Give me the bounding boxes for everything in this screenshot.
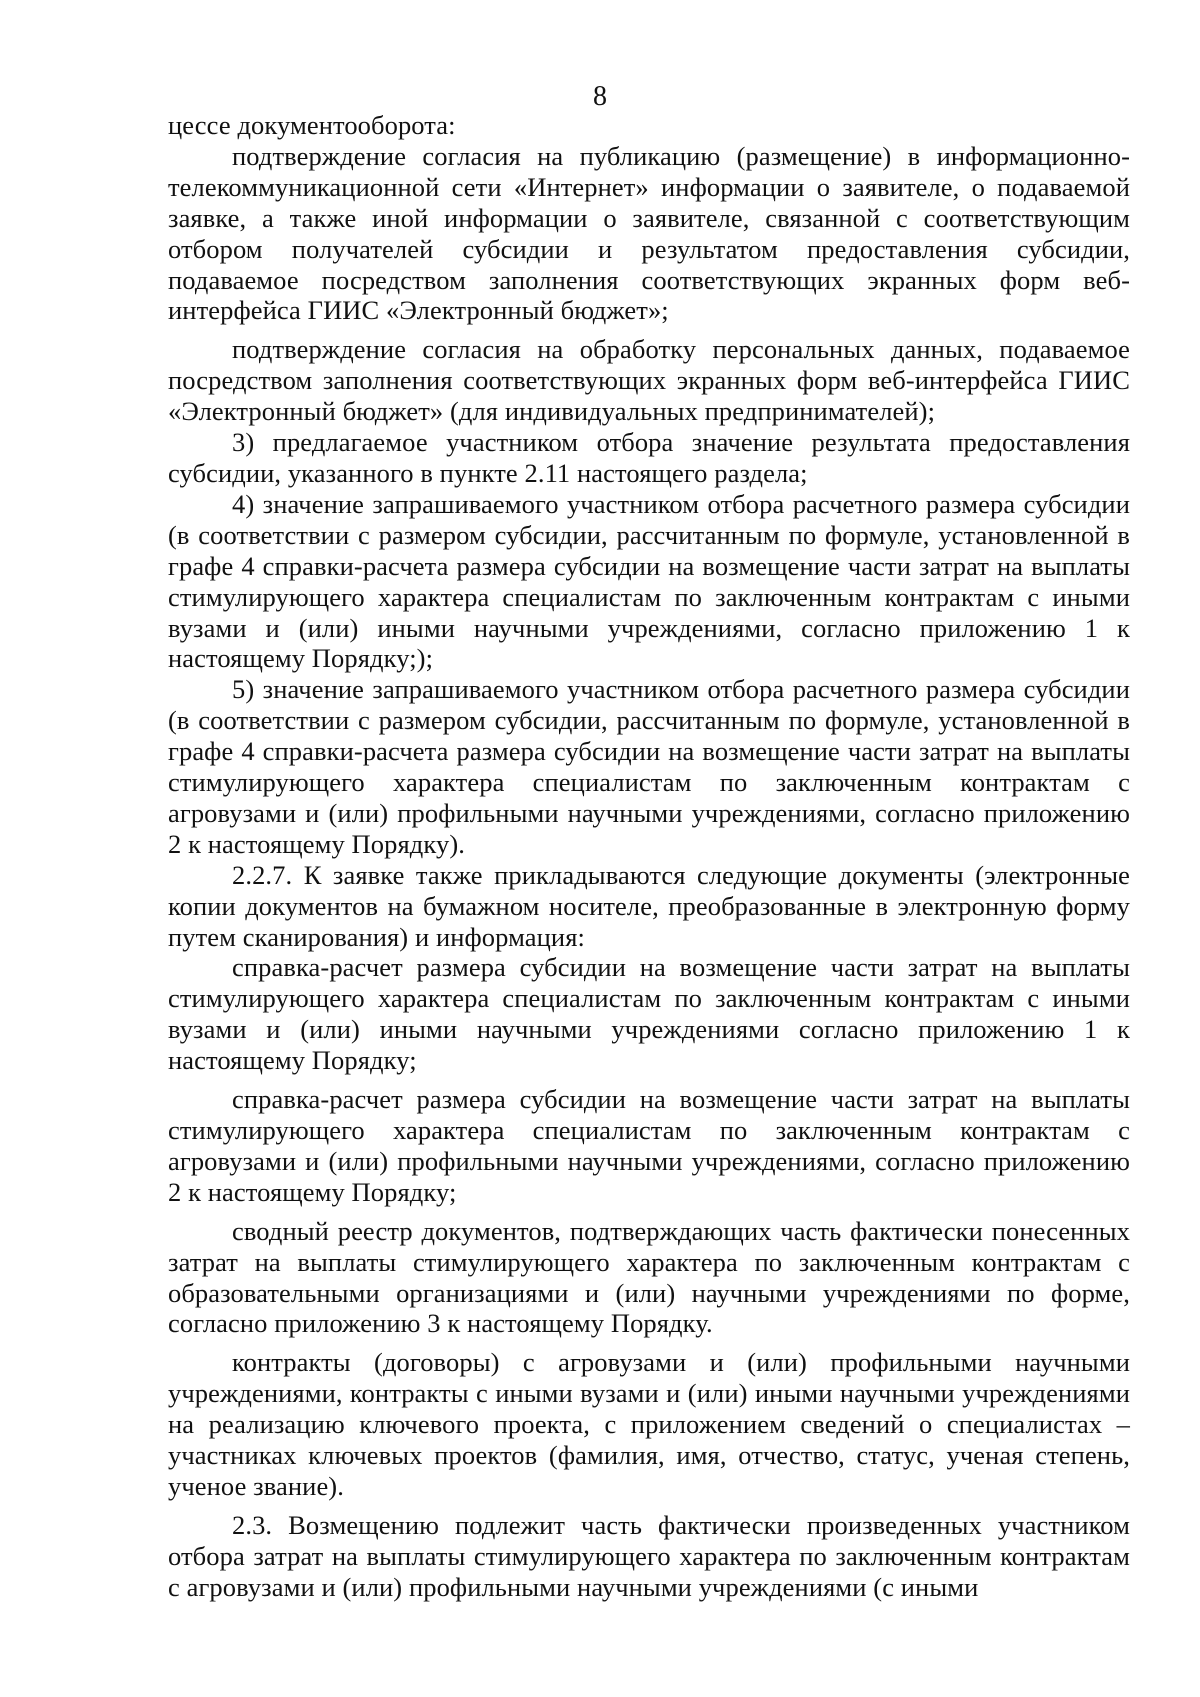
document-body (168, 110, 1130, 1603)
paragraph-item-4: 4) значение запрашиваемого участником отбора расчетного размера субсидии (в соответствии с размером субсидии, рассчитанным по формуле, установленной в графе 4 справки-расчета размера субсидии на возмещение части затрат на выплаты стимулирующего характера специалистам по заключенным контрактам с иными вузами и (или) иными научными учреждениями, согласно приложению 1 к настоящему Порядку;); (168, 488, 1130, 674)
paragraph-item-5: 5) значение запрашиваемого участником отбора расчетного размера субсидии (в соответствии с размером субсидии, рассчитанным по формуле, установленной в графе 4 справки-расчета размера субсидии на возмещение части затрат на выплаты стимулирующего характера специалистам по заключенным контрактам с агровузами и (или) профильными научными учреждениями, согласно приложению 2 к настоящему Порядку). (168, 674, 1130, 859)
paragraph-summary-register: сводный реестр документов, подтверждающих часть фактически понесенных затрат на выплаты стимулирующего характера по заключенным контрактам с образовательными организациями и (или) научными учреждениями по форме, согласно приложению 3 к настоящему Порядку. (168, 1215, 1130, 1339)
paragraph-publication-consent: подтверждение согласия на публикацию (размещение) в информационно-телекоммуникационной сети «Интернет» информации о заявителе, о подаваемой заявке, а также иной информации о заявителе, связанной с соответствующим отбором получателей субсидии и результатом предоставления субсидии, подаваемое посредством заполнения соответствующих экранных форм веб-интерфейса ГИИС «Электронный бюджет»; (168, 140, 1130, 326)
page-number: 8 (593, 81, 607, 112)
paragraph-2-3: 2.3. Возмещению подлежит часть фактически произведенных участником отбора затрат на выплаты стимулирующего характера по заключенным контрактам с агровузами и (или) профильными научными учреждениями (с иными (168, 1509, 1130, 1602)
paragraph-2-2-7: 2.2.7. К заявке также прикладываются следующие документы (электронные копии документов на бумажном носителе, преобразованные в электронную форму путем сканирования) и информация: (168, 859, 1130, 952)
paragraph-personal-data-consent: подтверждение согласия на обработку персональных данных, подаваемое посредством заполнения соответствующих экранных форм веб-интерфейса ГИИС «Электронный бюджет» (для индивидуальных предпринимателей); (168, 334, 1130, 427)
paragraph-calculation-appendix-2: справка-расчет размера субсидии на возмещение части затрат на выплаты стимулирующего характера специалистам по заключенным контрактам с агровузами и (или) профильными научными учреждениями, согласно приложению 2 к настоящему Порядку; (168, 1084, 1130, 1207)
paragraph-item-3: 3) предлагаемое участником отбора значение результата предоставления субсидии, указанного в пункте 2.11 настоящего раздела; (168, 427, 1130, 488)
paragraph-calculation-appendix-1: справка-расчет размера субсидии на возмещение части затрат на выплаты стимулирующего характера специалистам по заключенным контрактам с иными вузами и (или) иными научными учреждениями согласно приложению 1 к настоящему Порядку; (168, 952, 1130, 1076)
paragraph-continuation: цессе документооборота: (168, 110, 456, 140)
paragraph-contracts: контракты (договоры) с агровузами и (или) профильными научными учреждениями, контракты с иными вузами и (или) иными научными учреждениями на реализацию ключевого проекта, с приложением сведений о специалистах – участниках ключевых проектов (фамилия, имя, отчество, статус, ученая степень, ученое звание). (168, 1347, 1130, 1501)
